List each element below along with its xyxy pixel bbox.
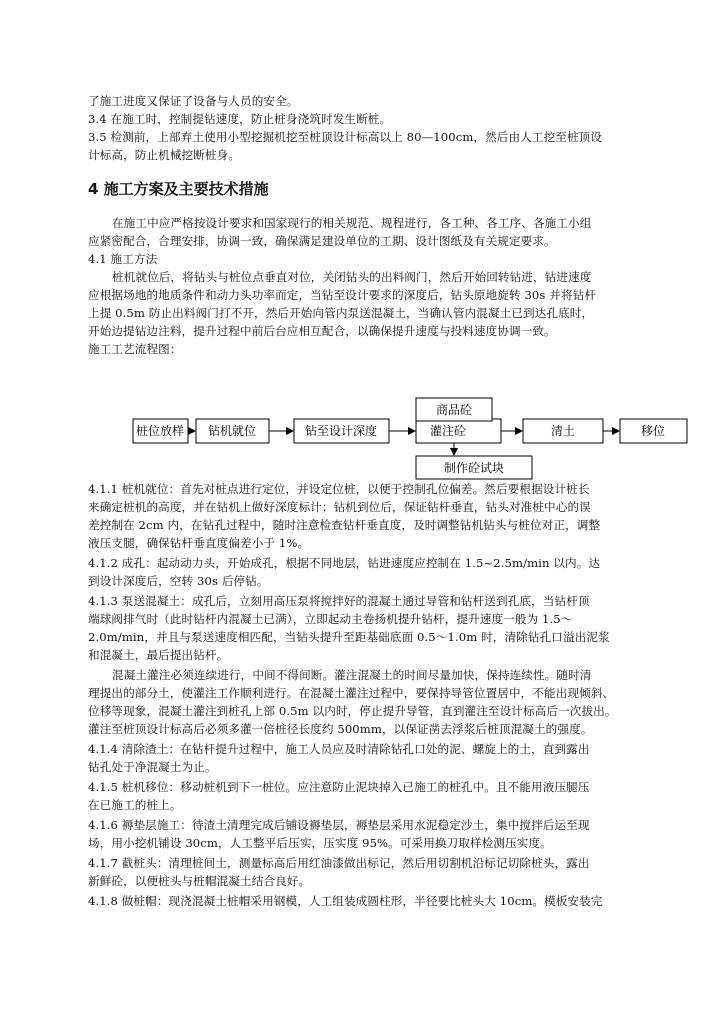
text-line: 到设计深度后，空转 30s 后停钻。: [88, 574, 269, 588]
text-line: 应紧密配合，合理安排，协调一致，确保满足建设单位的工期、设计图纸及有关规定要求。: [88, 234, 556, 248]
text-line: 新鲜砼，以便桩头与桩帽混凝土结合良好。: [88, 874, 311, 888]
flow-label: 施工工艺流程图：: [88, 342, 182, 356]
text-line: 3.5 检测前，上部弃土使用小型挖掘机挖至桩顶设计标高以上 80—100cm，然后由人工挖至桩顶设: [88, 130, 603, 144]
text-line: 差控制在 2cm 内，在钻孔过程中，随时注意检查钻杆垂直度，及时调整钻机钻头与桩位对正，调整: [88, 518, 601, 532]
subsection-title: 4.1 施工方法: [88, 252, 158, 266]
text-line: 2.0m/min，并且与泵送速度相匹配，当钻头提升至距基础底面 0.5～1.0m 时，清除钻孔口溢出泥浆: [88, 630, 610, 644]
text-line: 在施工中应严格按设计要求和国家现行的相关规范、规程进行，各工种、各工序、各施工小组: [112, 216, 592, 230]
text-line: 4.1.6 褥垫层施工：待渣土清理完成后铺设褥垫层，褥垫层采用水泥稳定沙土，集中搅拌后运至现: [88, 818, 590, 832]
text-line: 4.1.8 做桩帽：现浇混凝土桩帽采用钢模，人工组装成圆柱形，半径要比桩头大 10cm。模板安装完: [88, 894, 603, 908]
text-line: 灌注至桩顶设计标高后必须多灌一倍桩径长度约 500mm，以保证凿去浮浆后桩顶混凝土的强度。: [88, 722, 593, 736]
flow-text: 移位: [640, 424, 666, 438]
section-heading: 4 施工方案及主要技术措施: [88, 180, 269, 198]
flow-text: 清土: [550, 424, 576, 438]
text-line: 和混凝土，最后提出钻杆。: [88, 648, 229, 662]
text-line: 3.4 在施工时，控制提钻速度，防止桩身浇筑时发生断桩。: [88, 112, 392, 126]
flow-text: 钻机就位: [207, 424, 257, 438]
text-line: 桩机就位后，将钻头与桩位点垂直对位，关闭钻头的出料阀门，然后开始回转钻进，钻进速度: [112, 270, 592, 284]
text-line: 4.1.3 泵送混凝土：成孔后，立刻用高压泵将搅拌好的混凝土通过导管和钻杆送到孔底，当钻杆顶: [88, 594, 590, 608]
text-line: 4.1.1 桩机就位：首先对桩点进行定位，并设定位桩，以便于控制孔位偏差。然后要根据设计桩长: [88, 482, 590, 496]
text-line: 计标高，防止机械挖断桩身。: [88, 148, 241, 162]
text-line: 钻孔处于净混凝土为止。: [88, 760, 217, 774]
text-line: 理提出的部分土，使灌注工作顺利进行。在混凝土灌注过程中，要保持导管位置居中，不能出现倾斜、: [88, 686, 615, 700]
flow-text: 商品砼: [435, 403, 473, 417]
text-line: 混凝土灌注必须连续进行，中间不得间断。灌注混凝土的时间尽量加快，保持连续性。随时清: [112, 668, 592, 682]
text-line: 开始边提钻边注料，提升过程中前后台应相互配合，以确保提升速度与投料速度协调一致。: [88, 324, 556, 338]
flow-text: 制作砼试块: [443, 461, 505, 475]
text-line: 场，用小挖机铺设 30cm，人工整平后压实，压实度 95%。可采用换刀取样检测压实度。: [88, 836, 552, 850]
flow-text: 钻至设计深度: [304, 424, 378, 438]
text-line: 来确定桩机的高度，并在钻机上做好深度标计；钻机到位后，保证钻杆垂直，钻头对准桩中心的误: [88, 500, 591, 514]
text-line: 4.1.2 成孔：起动动力头，开始成孔，根据不同地层，钻进速度应控制在 1.5~2.5m/min 以内。达: [88, 556, 601, 570]
text-line: 4.1.7 截桩头：清理桩间土，测量标高后用红油漆做出标记，然后用切割机沿标记切除桩头，露出: [88, 856, 590, 870]
text-line: 上提 0.5m 防止出料阀门打不开，然后开始向管内泵送混凝土，当确认管内混凝土已到达孔底时，: [88, 306, 594, 320]
text-line: 了施工进度又保证了设备与人员的安全。: [88, 94, 299, 108]
text-line: 4.1.4 清除渣土：在钻杆提升过程中，施工人员应及时清除钻孔口处的泥、螺旋上的土，直到露出: [88, 742, 590, 756]
text-line: 应根据场地的地质条件和动力头功率而定，当钻至设计要求的深度后，钻头原地旋转 30s 并将钻杆: [88, 288, 597, 302]
text-line: 位移等现象，混凝土灌注到桩孔上部 0.5m 以内时，停止提升导管，直到灌注至设计标高后一次拔出。: [88, 704, 617, 718]
text-line: 液压支腿，确保钻杆垂直度偏差小于 1%。: [88, 536, 310, 550]
text-line: 4.1.5 桩机移位：移动桩机到下一桩位。应注意防止泥块掉入已施工的桩孔中。且不能用液压腿压: [88, 780, 590, 794]
flow-text: 桩位放样: [135, 424, 185, 438]
flow-text: 灌注砼: [429, 424, 467, 438]
text-line: 端球阀排气时（此时钻杆内混凝土已满），立即起动主卷扬机提升钻杆，提升速度一般为 1.5～: [88, 612, 573, 626]
text-line: 在已施工的桩上。: [88, 798, 182, 812]
